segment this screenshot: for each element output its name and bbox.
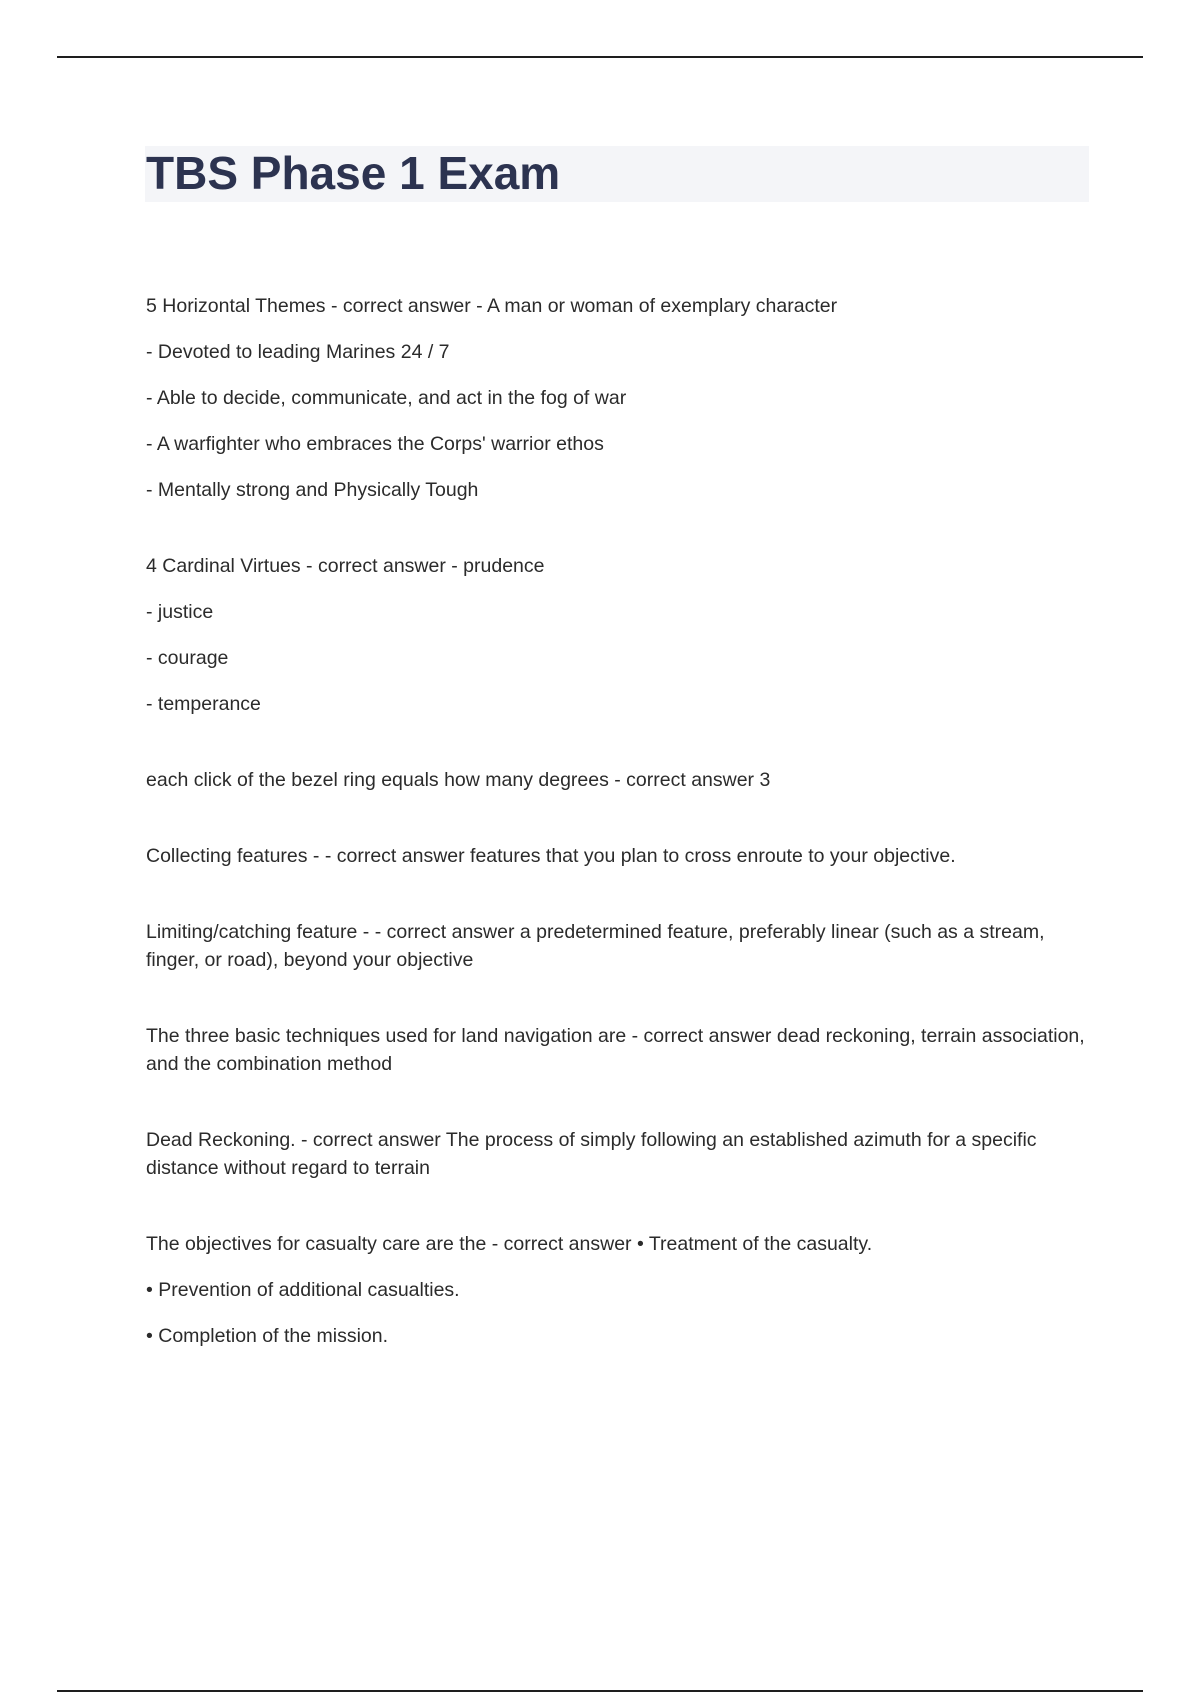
- qa-line: • Prevention of additional casualties.: [146, 1279, 460, 1301]
- qa-line: Dead Reckoning. - correct answer The process of simply following an established azimuth for a specific distance without regard to terrain: [146, 1129, 1037, 1179]
- qa-entry-cardinal-virtues: [146, 552, 1091, 718]
- qa-line: each click of the bezel ring equals how many degrees - correct answer 3: [146, 769, 771, 791]
- qa-line: - justice: [146, 601, 214, 623]
- qa-entry-bezel-ring: [146, 766, 1091, 794]
- qa-line: - A warfighter who embraces the Corps' warrior ethos: [146, 433, 604, 455]
- qa-line: 4 Cardinal Virtues - correct answer - prudence: [146, 555, 545, 577]
- qa-entry-dead-reckoning: [146, 1126, 1091, 1182]
- qa-line: - Able to decide, communicate, and act in the fog of war: [146, 387, 627, 409]
- document-body: [146, 292, 1091, 1350]
- qa-line: Collecting features - - correct answer features that you plan to cross enroute to your objective.: [146, 845, 956, 867]
- qa-line: The three basic techniques used for land navigation are - correct answer dead reckoning, terrain association, and the combination method: [146, 1025, 1085, 1075]
- qa-line: • Completion of the mission.: [146, 1325, 389, 1347]
- bottom-rule: [57, 1690, 1143, 1692]
- qa-entry-casualty-care: [146, 1230, 1091, 1350]
- qa-entry-limiting-feature: [146, 918, 1091, 974]
- qa-line: Limiting/catching feature - - correct answer a predetermined feature, preferably linear (such as a stream, finger, or road), beyond your objective: [146, 921, 1045, 971]
- qa-line: - Mentally strong and Physically Tough: [146, 479, 479, 501]
- qa-line: - temperance: [146, 693, 261, 715]
- qa-entry-land-navigation: [146, 1022, 1091, 1078]
- top-rule: [57, 56, 1143, 58]
- qa-line: 5 Horizontal Themes - correct answer - A man or woman of exemplary character: [146, 295, 838, 317]
- qa-line: - courage: [146, 647, 229, 669]
- page-title: TBS Phase 1 Exam: [146, 147, 561, 199]
- qa-entry-horizontal-themes: [146, 292, 1091, 504]
- qa-line: The objectives for casualty care are the - correct answer • Treatment of the casualty.: [146, 1233, 873, 1255]
- qa-line: - Devoted to leading Marines 24 / 7: [146, 341, 450, 363]
- qa-entry-collecting-features: [146, 842, 1091, 870]
